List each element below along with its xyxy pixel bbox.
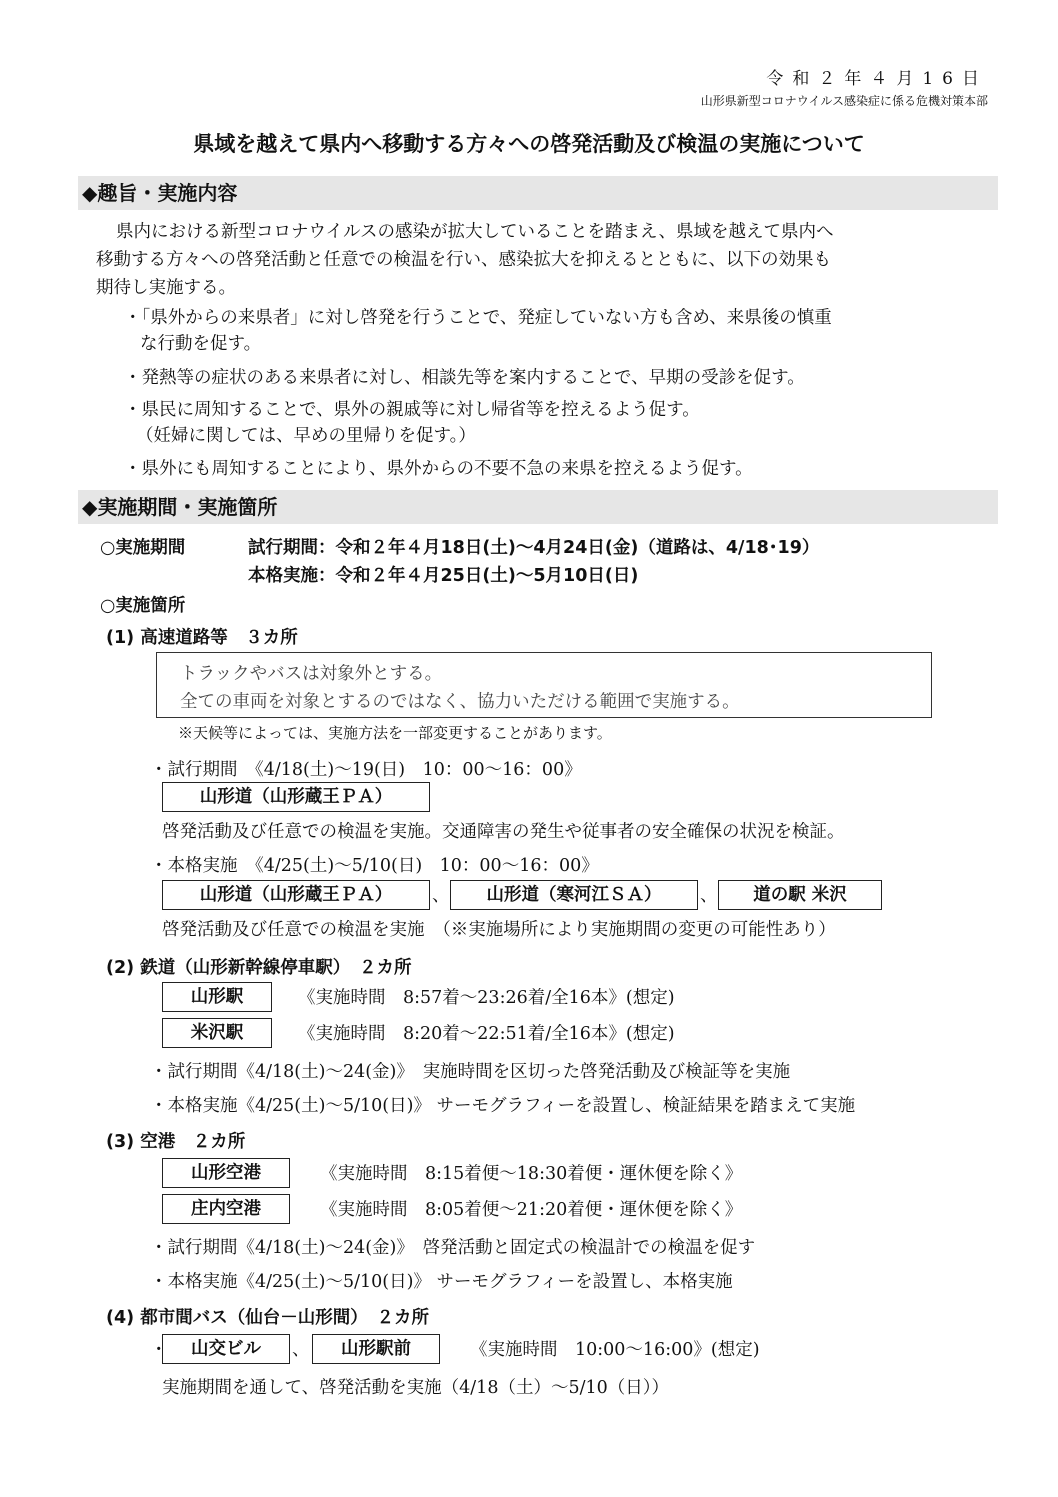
highway-full-desc: 啓発活動及び任意での検温を実施 （※実施場所により実施期間の変更の可能性あり）: [162, 920, 836, 940]
bus-stop-yamagata-station: 山形駅前: [312, 1334, 440, 1364]
station-yamagata: 山形駅: [162, 982, 272, 1012]
document-title: 県域を越えて県内へ移動する方々への啓発活動及び検温の実施について: [193, 132, 865, 156]
purpose-line-3: 期待し実施する。: [96, 278, 236, 298]
highway-trial-place: 山形道（山形蔵王ＰＡ）: [162, 782, 430, 812]
document-date: 令和２年４月16日: [766, 69, 988, 89]
period-label: ○実施期間: [100, 538, 186, 558]
bullet-1-cont: な行動を促す。: [140, 334, 262, 354]
station-yonezawa-time: 《実施時間 8:20着～22:51着/全16本》(想定): [298, 1024, 675, 1044]
highway-place-michinoeki: 道の駅 米沢: [718, 880, 882, 910]
highway-place-zao-pa: 山形道（山形蔵王ＰＡ）: [162, 880, 430, 910]
rail-trial: ・試行期間《4/18(土)～24(金)》 実施時間を区切った啓発活動及び検証等を実施: [150, 1062, 791, 1082]
airport-trial: ・試行期間《4/18(土)～24(金)》 啓発活動と固定式の検温計での検温を促す: [150, 1238, 756, 1258]
highway-note-line-2: 全ての車両を対象とするのではなく、協力いただける範囲で実施する。: [180, 692, 740, 712]
highway-trial-desc: 啓発活動及び任意での検温を実施。交通障害の発生や従事者の安全確保の状況を検証。: [162, 822, 845, 842]
places-label: ○実施箇所: [100, 596, 186, 616]
bus-bullet: ・: [150, 1340, 168, 1360]
bullet-3: ・県民に周知することで、県外の親戚等に対し帰省等を控えるよう促す。: [124, 400, 700, 420]
separator: 、: [292, 1340, 310, 1360]
issuing-organization: 山形県新型コロナウイルス感染症に係る危機対策本部: [700, 94, 988, 108]
separator: 、: [700, 886, 718, 906]
bullet-4: ・県外にも周知することにより、県外からの不要不急の来県を控えるよう促す。: [124, 459, 753, 479]
rail-heading: (2) 鉄道（山形新幹線停車駅） ２カ所: [106, 958, 412, 978]
section-heading-period-places: ◆実施期間・実施箇所: [78, 490, 998, 524]
highway-trial-line: ・試行期間 《4/18(土)～19(日) 10：00～16：00》: [150, 760, 582, 780]
bus-desc: 実施期間を通して、啓発活動を実施（4/18（土）～5/10（日））: [162, 1378, 669, 1398]
full-period: 本格実施：令和２年４月25日(土)～5月10日(日): [248, 566, 639, 586]
bus-time: 《実施時間 10:00～16:00》(想定): [470, 1340, 760, 1360]
highway-full-line: ・本格実施 《4/25(土)～5/10(日) 10：00～16：00》: [150, 856, 599, 876]
purpose-line-1: 県内における新型コロナウイルスの感染が拡大していることを踏まえ、県域を越えて県内へ: [116, 222, 834, 242]
airport-shonai: 庄内空港: [162, 1194, 290, 1224]
bullet-1: ・「県外からの来県者」に対し啓発を行うことで、発症していない方も含め、来県後の慎重: [124, 308, 832, 328]
airport-full: ・本格実施《4/25(土)～5/10(日)》 サーモグラフィーを設置し、本格実施: [150, 1272, 733, 1292]
separator: 、: [432, 886, 450, 906]
weather-note: ※天候等によっては、実施方法を一部変更することがあります。: [178, 724, 612, 742]
purpose-line-2: 移動する方々への啓発活動と任意での検温を行い、感染拡大を抑えるとともに、以下の効果も: [96, 250, 831, 270]
bullet-2: ・発熱等の症状のある来県者に対し、相談先等を案内することで、早期の受診を促す。: [124, 368, 805, 388]
station-yonezawa: 米沢駅: [162, 1018, 272, 1048]
rail-full: ・本格実施《4/25(土)～5/10(日)》 サーモグラフィーを設置し、検証結果を踏まえて実施: [150, 1096, 856, 1116]
highway-note-line-1: トラックやバスは対象外とする。: [180, 664, 443, 684]
bullet-3-cont: （妊婦に関しては、早めの里帰りを促す。）: [136, 426, 476, 446]
highway-heading: (1) 高速道路等 ３カ所: [106, 628, 298, 648]
bus-stop-sanko-building: 山交ビル: [162, 1334, 290, 1364]
section-heading-purpose: ◆趣旨・実施内容: [78, 176, 998, 210]
station-yamagata-time: 《実施時間 8:57着～23:26着/全16本》(想定): [298, 988, 675, 1008]
highway-place-sagae-sa: 山形道（寒河江ＳＡ）: [450, 880, 698, 910]
airport-shonai-time: 《実施時間 8:05着便～21:20着便・運休便を除く》: [320, 1200, 743, 1220]
airport-yamagata-time: 《実施時間 8:15着便～18:30着便・運休便を除く》: [320, 1164, 743, 1184]
airport-yamagata: 山形空港: [162, 1158, 290, 1188]
bus-heading: (4) 都市間バス（仙台－山形間） ２カ所: [106, 1308, 430, 1328]
trial-period: 試行期間：令和２年４月18日(土)～4月24日(金)（道路は、4/18･19）: [248, 538, 820, 558]
airport-heading: (3) 空港 ２カ所: [106, 1132, 246, 1152]
